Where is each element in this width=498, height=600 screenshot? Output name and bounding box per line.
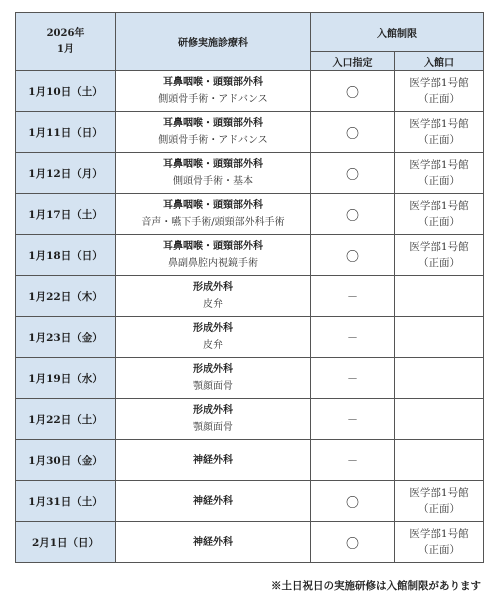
date-header-year: 2026年 <box>46 27 85 39</box>
procedure-name: 音声・嚥下手術/頭頸部外科手術 <box>141 217 285 228</box>
department-cell <box>116 276 311 317</box>
training-schedule-table <box>15 12 484 563</box>
department-name: 耳鼻咽喉・頭頸部外科 <box>163 118 263 129</box>
department-name: 形成外科 <box>193 282 233 293</box>
entrance-building: 医学部1号館 <box>409 159 469 171</box>
date-cell: 1月23日（金） <box>16 317 116 358</box>
department-name: 耳鼻咽喉・頭頸部外科 <box>163 77 263 88</box>
procedure-name: 鼻副鼻腔内視鏡手術 <box>168 258 258 269</box>
entrance-side: （正面） <box>418 503 460 515</box>
entrance-side: （正面） <box>418 134 460 146</box>
department-name: 耳鼻咽喉・頭頸部外科 <box>163 159 263 170</box>
date-cell: 1月31日（土） <box>16 481 116 522</box>
entrance-cell <box>395 358 484 399</box>
department-cell <box>116 235 311 276</box>
procedure-name: 顎顔面骨 <box>193 381 233 392</box>
date-cell: 1月22日（土） <box>16 399 116 440</box>
department-cell <box>116 481 311 522</box>
entry-designation-mark: 〇 <box>311 194 395 235</box>
entrance-cell <box>395 317 484 358</box>
table-row <box>16 194 484 235</box>
procedure-name: 側頭骨手術・アドバンス <box>158 94 268 105</box>
entry-designation-mark: 〇 <box>311 522 395 563</box>
entrance-side: （正面） <box>418 544 460 556</box>
entrance-side: （正面） <box>418 93 460 105</box>
department-name: 神経外科 <box>193 536 233 548</box>
entrance-building: 医学部1号館 <box>409 241 469 253</box>
department-name: 神経外科 <box>193 454 233 466</box>
entry-designation-mark: 〇 <box>311 235 395 276</box>
department-cell <box>116 112 311 153</box>
entrance-cell <box>395 71 484 112</box>
entry-designation-mark: 〇 <box>311 71 395 112</box>
entry-designation-mark: － <box>311 358 395 399</box>
department-cell <box>116 317 311 358</box>
entry-designation-header: 入口指定 <box>311 52 395 71</box>
date-cell: 1月22日（木） <box>16 276 116 317</box>
table-row <box>16 71 484 112</box>
table-row <box>16 153 484 194</box>
entry-designation-mark: － <box>311 317 395 358</box>
entrance-side: （正面） <box>418 216 460 228</box>
department-cell <box>116 440 311 481</box>
procedure-name: 皮弁 <box>203 299 223 310</box>
procedure-name: 顎顔面骨 <box>193 422 233 433</box>
department-name: 耳鼻咽喉・頭頸部外科 <box>163 200 263 211</box>
entry-designation-mark: 〇 <box>311 153 395 194</box>
date-cell: 1月18日（日） <box>16 235 116 276</box>
department-cell <box>116 194 311 235</box>
department-cell <box>116 153 311 194</box>
entry-designation-mark: － <box>311 399 395 440</box>
entrance-building: 医学部1号館 <box>409 487 469 499</box>
department-name: 耳鼻咽喉・頭頸部外科 <box>163 241 263 252</box>
table-row <box>16 440 484 481</box>
entrance-building: 医学部1号館 <box>409 118 469 130</box>
table-row <box>16 481 484 522</box>
entrance-cell <box>395 481 484 522</box>
table-row <box>16 522 484 563</box>
entry-designation-mark: 〇 <box>311 112 395 153</box>
entry-designation-mark: － <box>311 276 395 317</box>
date-cell: 2月1日（日） <box>16 522 116 563</box>
date-cell: 1月30日（金） <box>16 440 116 481</box>
entry-designation-mark: － <box>311 440 395 481</box>
table-row <box>16 112 484 153</box>
procedure-name: 皮弁 <box>203 340 223 351</box>
entrance-cell <box>395 522 484 563</box>
date-cell: 1月11日（日） <box>16 112 116 153</box>
entrance-cell <box>395 235 484 276</box>
table-row <box>16 317 484 358</box>
department-cell <box>116 399 311 440</box>
footnote: ※土日祝日の実施研修は入館制限があります <box>271 580 481 592</box>
entrance-cell <box>395 399 484 440</box>
restriction-column-header: 入館制限 <box>311 13 484 52</box>
date-cell: 1月12日（月） <box>16 153 116 194</box>
table-row <box>16 276 484 317</box>
entrance-cell <box>395 153 484 194</box>
entry-designation-mark: 〇 <box>311 481 395 522</box>
entrance-building: 医学部1号館 <box>409 200 469 212</box>
entrance-building: 医学部1号館 <box>409 528 469 540</box>
table-row <box>16 358 484 399</box>
entrance-header: 入館口 <box>395 52 484 71</box>
date-column-header <box>16 13 116 71</box>
entrance-side: （正面） <box>418 175 460 187</box>
procedure-name: 側頭骨手術・基本 <box>173 176 253 187</box>
entrance-cell <box>395 112 484 153</box>
department-cell <box>116 358 311 399</box>
entrance-side: （正面） <box>418 257 460 269</box>
department-cell <box>116 71 311 112</box>
department-column-header: 研修実施診療科 <box>116 13 311 71</box>
date-cell: 1月17日（土） <box>16 194 116 235</box>
date-cell: 1月10日（土） <box>16 71 116 112</box>
entrance-cell <box>395 194 484 235</box>
entrance-building: 医学部1号館 <box>409 77 469 89</box>
date-cell: 1月19日（水） <box>16 358 116 399</box>
procedure-name: 側頭骨手術・アドバンス <box>158 135 268 146</box>
department-name: 神経外科 <box>193 495 233 507</box>
table-row <box>16 235 484 276</box>
department-cell <box>116 522 311 563</box>
entrance-cell <box>395 440 484 481</box>
department-name: 形成外科 <box>193 364 233 375</box>
department-name: 形成外科 <box>193 323 233 334</box>
department-name: 形成外科 <box>193 405 233 416</box>
date-header-month: 1月 <box>57 43 74 55</box>
table-row <box>16 399 484 440</box>
entrance-cell <box>395 276 484 317</box>
